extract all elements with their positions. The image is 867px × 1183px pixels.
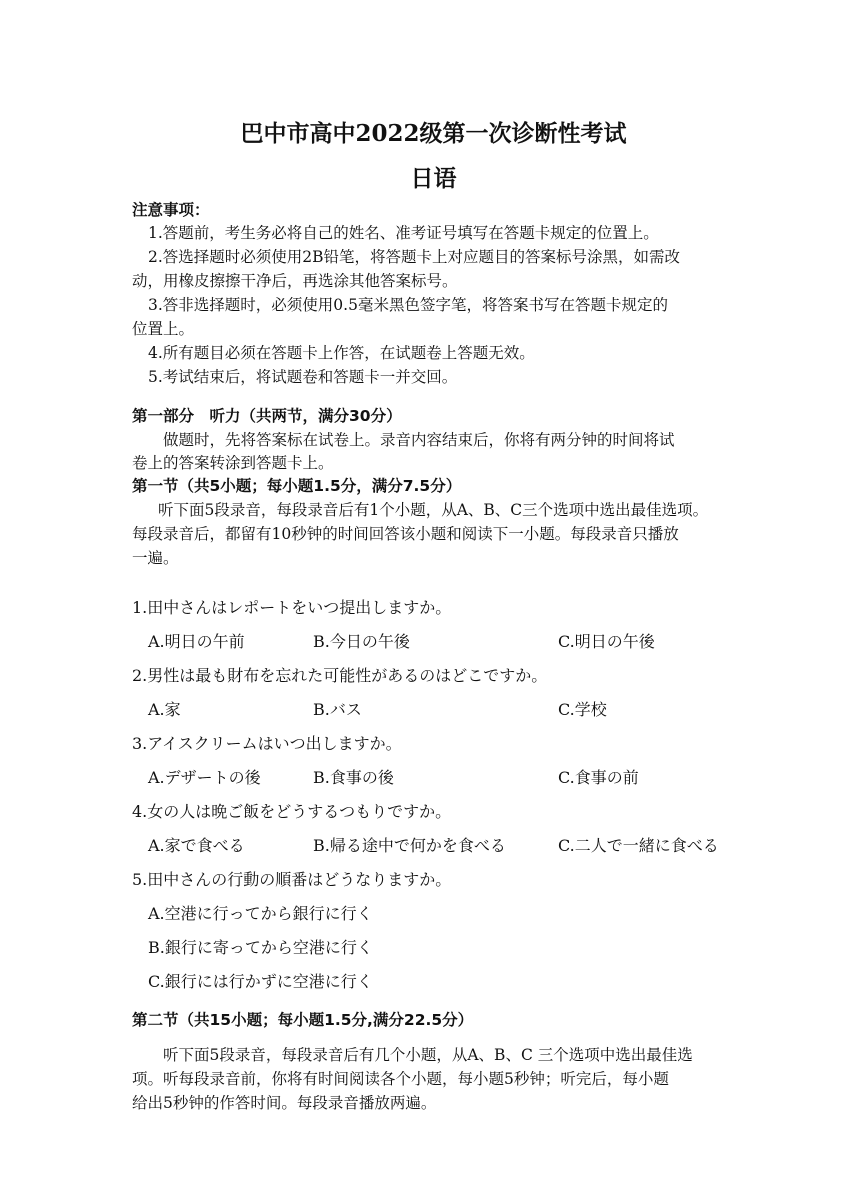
question-4-option-c: C.二人で一緒に食べる: [558, 836, 719, 855]
question-5: 5.田中さんの行動の順番はどうなりますか。: [132, 870, 452, 889]
question-3-option-a: A.デザートの後: [148, 768, 261, 787]
question-1-option-b: B.今日の午後: [313, 632, 410, 651]
question-1: 1.田中さんはレポートをいつ提出しますか。: [132, 598, 452, 617]
notice-item: 位置上。: [132, 320, 195, 338]
section1-intro: 听下面5段录音，每段录音后有1个小题，从A、B、C三个选项中选出最佳选项。: [158, 501, 709, 519]
question-5-option-a: A.空港に行ってから銀行に行く: [148, 904, 373, 923]
part1-intro: 做题时，先将答案标在试卷上。录音内容结束后，你将有两分钟的时间将试: [163, 431, 675, 449]
part1-intro: 卷上的答案转涂到答题卡上。: [132, 454, 334, 472]
exam-title: 巴中市高中2022级第一次诊断性考试: [240, 120, 627, 147]
question-1-option-a: A.明日の午前: [148, 632, 245, 651]
question-3: 3.アイスクリームはいつ出しますか。: [132, 734, 402, 753]
notice-item: 5.考试结束后，将试题卷和答题卡一并交回。: [148, 368, 458, 386]
notice-item: 动，用橡皮擦擦干净后，再选涂其他答案标号。: [132, 272, 458, 290]
question-5-option-b: B.銀行に寄ってから空港に行く: [148, 938, 373, 957]
question-4-option-a: A.家で食べる: [148, 836, 245, 855]
section1-intro: 每段录音后，都留有10秒钟的时间回答该小题和阅读下一小题。每段录音只播放: [132, 525, 679, 543]
section2-intro: 听下面5段录音，每段录音后有几个小题，从A、B、C 三个选项中选出最佳选: [163, 1046, 693, 1064]
question-2-option-c: C.学校: [558, 700, 607, 719]
question-4-option-b: B.帰る途中で何かを食べる: [313, 836, 506, 855]
notice-heading: 注意事项：: [132, 201, 210, 219]
question-5-option-c: C.銀行には行かずに空港に行く: [148, 972, 373, 991]
section2-intro: 给出5秒钟的作答时间。每段录音播放两遍。: [132, 1094, 437, 1112]
section2-heading: 第二节（共15小题；每小题1.5分,满分22.5分）: [132, 1011, 474, 1029]
question-3-option-b: B.食事の後: [313, 768, 394, 787]
section1-heading: 第一节（共5小题；每小题1.5分，满分7.5分）: [132, 477, 462, 495]
notice-item: 1.答题前，考生务必将自己的姓名、准考证号填写在答题卡规定的位置上。: [148, 224, 659, 242]
subject-title: 日语: [410, 165, 457, 192]
question-2-option-b: B.バス: [313, 700, 362, 719]
question-3-option-c: C.食事の前: [558, 768, 639, 787]
notice-item: 4.所有题目必须在答题卡上作答，在试题卷上答题无效。: [148, 344, 535, 362]
notice-item: 2.答选择题时必须使用2B铅笔，将答题卡上对应题目的答案标号涂黑，如需改: [148, 248, 681, 266]
question-2-option-a: A.家: [148, 700, 181, 719]
section2-intro: 项。听每段录音前，你将有时间阅读各个小题，每小题5秒钟；听完后，每小题: [132, 1070, 669, 1088]
notice-item: 3.答非选择题时，必须使用0.5毫米黑色签字笔，将答案书写在答题卡规定的: [148, 296, 668, 314]
question-1-option-c: C.明日の午後: [558, 632, 655, 651]
part1-heading: 第一部分 听力（共两节，满分30分）: [132, 407, 402, 425]
section1-intro: 一遍。: [132, 549, 179, 567]
question-4: 4.女の人は晩ご飯をどうするつもりですか。: [132, 802, 452, 821]
question-2: 2.男性は最も財布を忘れた可能性があるのはどこですか。: [132, 666, 548, 685]
